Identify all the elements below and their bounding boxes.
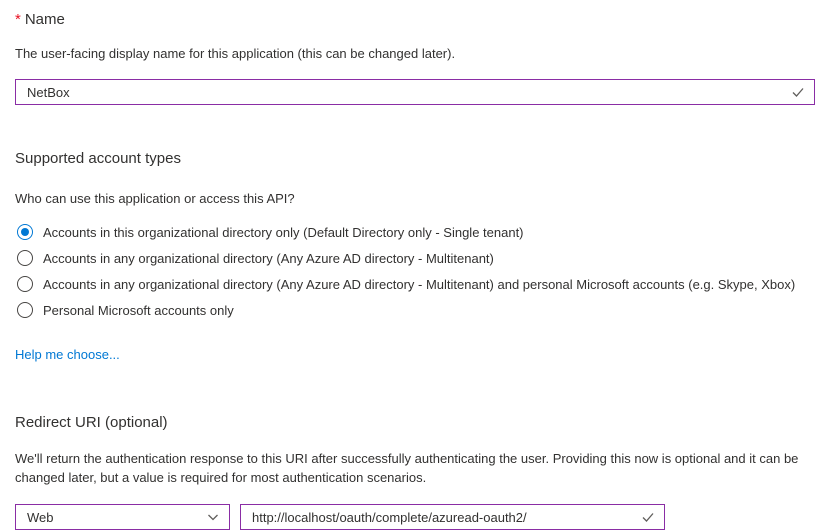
name-label: Name (24, 11, 65, 28)
platform-select-value: Web (27, 509, 54, 525)
name-input-container (15, 79, 815, 105)
checkmark-icon (641, 510, 655, 524)
radio-option-label: Personal Microsoft accounts only (43, 302, 234, 318)
radio-option-label: Accounts in this organizational directory only (Default Directory only - Single tenant) (43, 224, 524, 240)
radio-option-personal-only[interactable] (15, 297, 815, 323)
radio-option-single-tenant[interactable] (15, 219, 815, 245)
radio-option-multitenant-personal[interactable] (15, 271, 815, 297)
platform-select-dropdown[interactable] (15, 504, 230, 530)
redirect-uri-input[interactable] (241, 505, 664, 529)
help-me-choose-link[interactable]: Help me choose... (15, 347, 120, 362)
radio-unselected-icon (17, 276, 33, 292)
chevron-down-icon (206, 510, 220, 524)
redirect-uri-description: We'll return the authentication response to this URI after successfully authenticating the user. Providing this now is optional and it can be changed later, but a value is required for most authentication scenarios. (15, 451, 799, 485)
radio-unselected-icon (17, 250, 33, 266)
radio-option-multitenant[interactable] (15, 245, 815, 271)
radio-unselected-icon (17, 302, 33, 318)
name-description: The user-facing display name for this application (this can be changed later). (15, 46, 456, 61)
name-section-heading (15, 10, 815, 30)
account-types-question: Who can use this application or access this API? (15, 191, 295, 206)
radio-selected-icon (17, 224, 33, 240)
redirect-uri-heading: Redirect URI (optional) (15, 414, 168, 431)
redirect-uri-input-container (240, 504, 665, 530)
redirect-uri-row (15, 504, 815, 530)
radio-option-label: Accounts in any organizational directory (Any Azure AD directory - Multitenant) and personal Microsoft accounts (e.g. Skype, Xbox) (43, 276, 796, 292)
radio-option-label: Accounts in any organizational directory (Any Azure AD directory - Multitenant) (43, 250, 494, 266)
account-types-heading: Supported account types (15, 150, 181, 167)
checkmark-icon (791, 85, 805, 99)
name-input[interactable] (16, 80, 814, 104)
account-types-radio-group (15, 219, 815, 323)
required-marker: * (15, 11, 21, 28)
